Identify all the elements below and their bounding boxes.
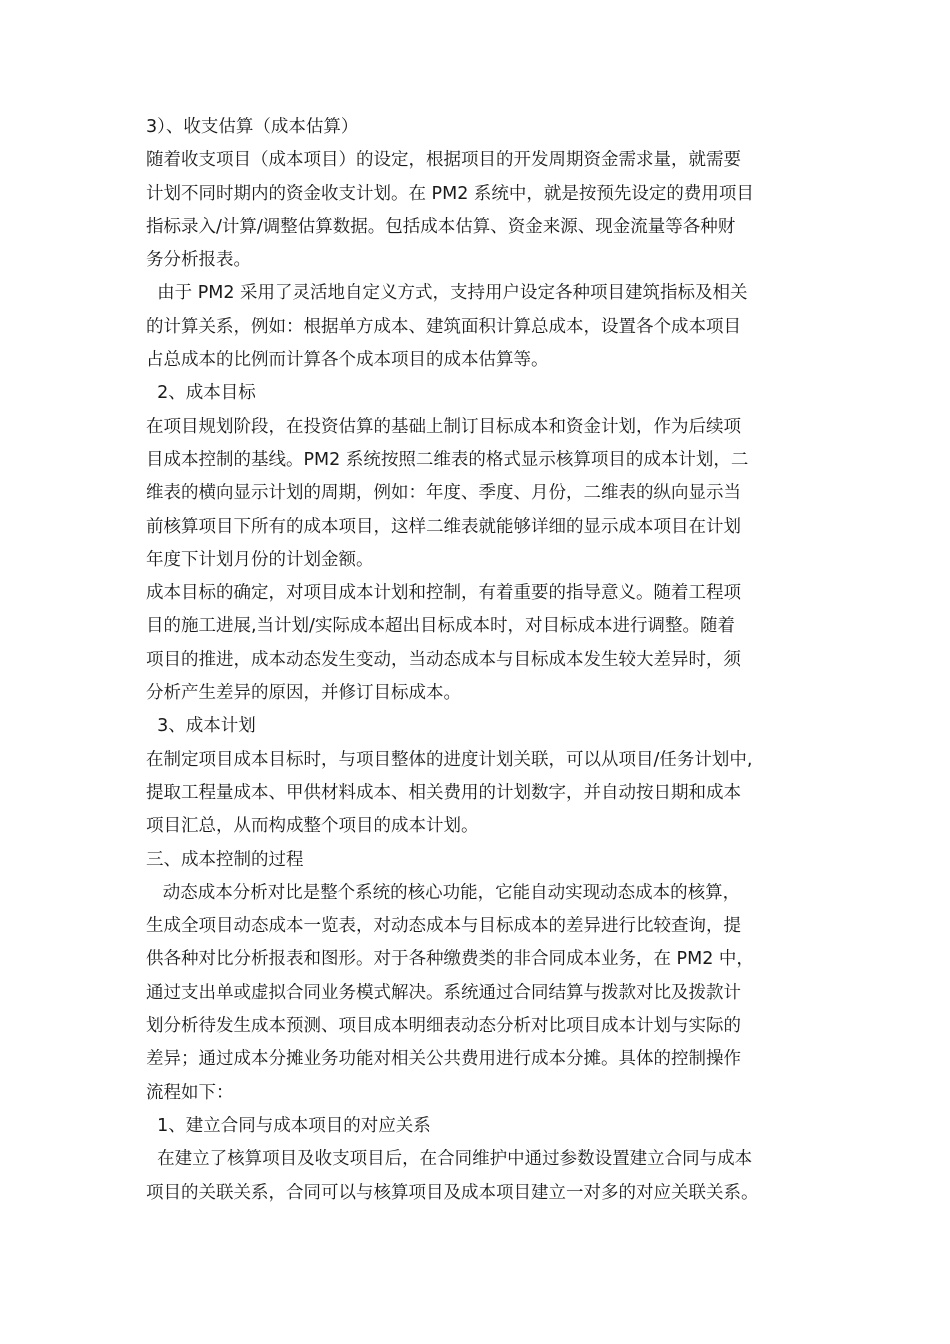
document-body <box>146 111 806 1210</box>
paragraph-line: 年度下计划月份的计划金额。 <box>146 549 374 570</box>
section-heading: 3、成本计划 <box>146 716 256 737</box>
paragraph-line: 占总成本的比例而计算各个成本项目的成本估算等。 <box>146 350 549 371</box>
paragraph-line: 指标录入/计算/调整估算数据。包括成本估算、资金来源、现金流量等各种财 <box>146 216 736 237</box>
paragraph-line: 供各种对比分析报表和图形。对于各种缴费类的非合同成本业务，在 PM2 中， <box>146 949 754 970</box>
paragraph-line: 提取工程量成本、甲供材料成本、相关费用的计划数字，并自动按日期和成本 <box>146 782 741 803</box>
paragraph-line: 在项目规划阶段，在投资估算的基础上制订目标成本和资金计划，作为后续项 <box>146 416 741 437</box>
section-heading: 3）、收支估算（成本估算） <box>146 117 359 137</box>
paragraph-line: 在制定项目成本目标时，与项目整体的进度计划关联，可以从项目/任务计划中, <box>146 749 753 770</box>
paragraph-line: 通过支出单或虚拟合同业务模式解决。系统通过合同结算与拨款对比及拨款计 <box>146 982 741 1003</box>
paragraph-line: 项目的关联关系，合同可以与核算项目及成本项目建立一对多的对应关联关系。 <box>146 1182 759 1203</box>
paragraph-line: 差异；通过成本分摊业务功能对相关公共费用进行成本分摊。具体的控制操作 <box>146 1049 741 1070</box>
section-heading: 三、成本控制的过程 <box>146 849 304 870</box>
paragraph-line: 的计算关系，例如：根据单方成本、建筑面积计算总成本，设置各个成本项目 <box>146 316 741 337</box>
paragraph-line: 划分析待发生成本预测、项目成本明细表动态分析对比项目成本计划与实际的 <box>146 1016 741 1037</box>
paragraph-line: 计划不同时期内的资金收支计划。在 PM2 系统中，就是按预先设定的费用项目 <box>146 183 754 204</box>
paragraph-line: 生成全项目动态成本一览表，对动态成本与目标成本的差异进行比较查询，提 <box>146 916 741 937</box>
paragraph-line: 随着收支项目（成本项目）的设定，根据项目的开发周期资金需求量，就需要 <box>146 150 741 171</box>
paragraph-line: 成本目标的确定，对项目成本计划和控制，有着重要的指导意义。随着工程项 <box>146 583 741 604</box>
paragraph-line: 流程如下： <box>146 1082 234 1103</box>
paragraph-line: 由于 PM2 采用了灵活地自定义方式，支持用户设定各种项目建筑指标及相关 <box>146 283 748 304</box>
section-heading: 2、成本目标 <box>146 383 256 404</box>
paragraph-line: 目的施工进展,当计划/实际成本超出目标成本时，对目标成本进行调整。随着 <box>146 616 735 637</box>
paragraph-line: 项目汇总，从而构成整个项目的成本计划。 <box>146 816 479 837</box>
paragraph-line: 项目的推进，成本动态发生变动，当动态成本与目标成本发生较大差异时，须 <box>146 649 741 670</box>
paragraph-line: 动态成本分析对比是整个系统的核心功能，它能自动实现动态成本的核算， <box>146 882 741 903</box>
paragraph-line: 目成本控制的基线。PM2 系统按照二维表的格式显示核算项目的成本计划，二 <box>146 449 749 470</box>
paragraph-line: 务分析报表。 <box>146 250 251 271</box>
paragraph-line: 维表的横向显示计划的周期，例如：年度、季度、月份，二维表的纵向显示当 <box>146 483 741 504</box>
paragraph-line: 前核算项目下所有的成本项目，这样二维表就能够详细的显示成本项目在计划 <box>146 516 741 537</box>
paragraph-line: 分析产生差异的原因，并修订目标成本。 <box>146 683 461 704</box>
section-heading: 1、建立合同与成本项目的对应关系 <box>146 1115 431 1136</box>
paragraph-line: 在建立了核算项目及收支项目后，在合同维护中通过参数设置建立合同与成本 <box>146 1149 753 1170</box>
